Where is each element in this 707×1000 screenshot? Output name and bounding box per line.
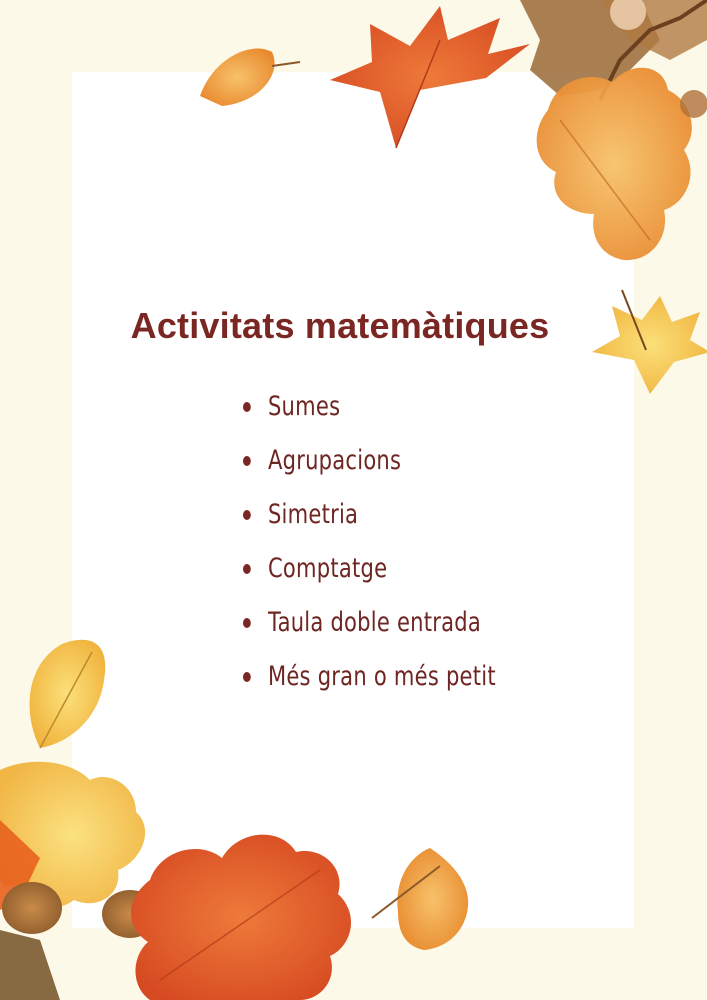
list-item	[243, 650, 496, 704]
list-item	[243, 380, 496, 434]
bullet-icon	[243, 564, 251, 574]
bullet-icon	[243, 672, 251, 682]
list-item-label: Sumes	[267, 391, 341, 422]
list-item	[243, 488, 496, 542]
page-title: Activitats matemàtiques	[130, 305, 550, 346]
bullet-icon	[243, 510, 251, 520]
bullet-icon	[243, 456, 251, 466]
list-item-label: Comptatge	[267, 553, 388, 584]
list-item	[243, 542, 496, 596]
list-item-label: Taula doble entrada	[267, 607, 482, 638]
activity-list	[243, 380, 567, 704]
list-item-label: Més gran o més petit	[267, 661, 496, 692]
list-item	[243, 596, 496, 650]
bullet-icon	[243, 402, 251, 412]
bullet-icon	[243, 618, 251, 628]
list-item	[243, 434, 496, 488]
list-item-label: Simetria	[267, 499, 359, 530]
list-item-label: Agrupacions	[267, 445, 402, 476]
